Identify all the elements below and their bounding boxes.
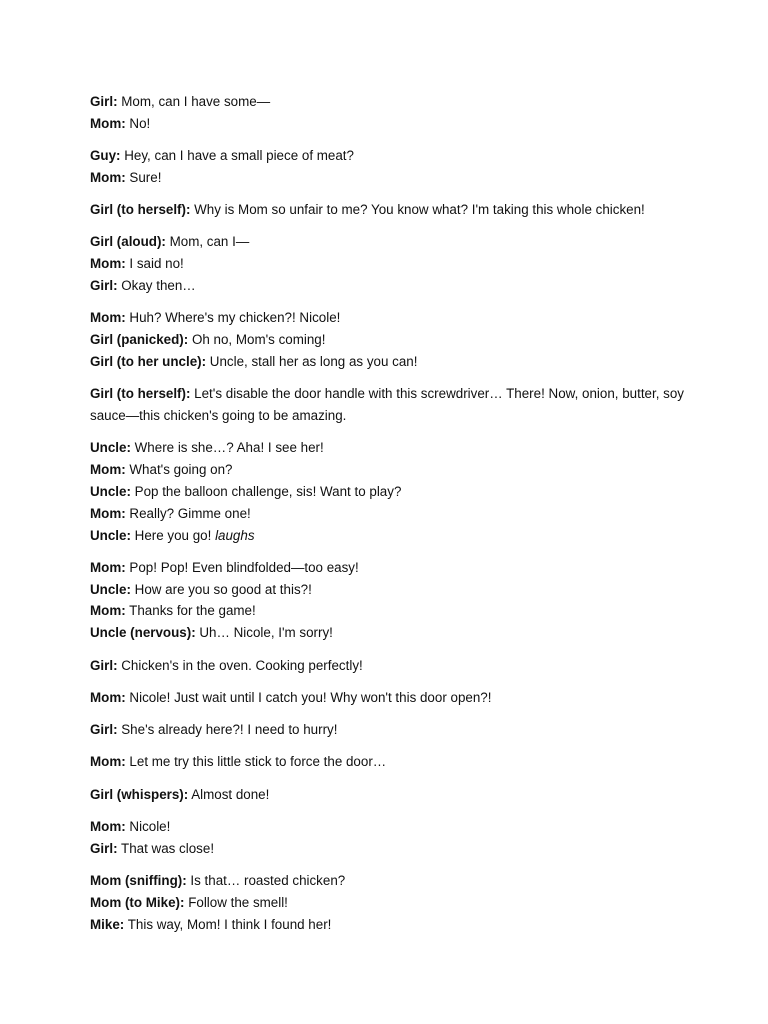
- dialogue-line: [90, 525, 690, 547]
- dialogue-paragraph: [90, 784, 690, 806]
- speaker-label: Girl (whispers):: [90, 786, 189, 802]
- dialogue-paragraph: [90, 199, 690, 221]
- dialogue-line: [90, 600, 690, 622]
- speaker-label: Mom:: [90, 256, 126, 272]
- dialogue-text: Let's disable the door handle with this screwdriver… There! Now, onion, butter, soy sauce—this chicken's going to be amazing.: [90, 386, 684, 424]
- dialogue-text: This way, Mom! I think I found her!: [124, 916, 332, 932]
- speaker-label: Uncle:: [90, 483, 131, 499]
- dialogue-line: [90, 503, 690, 525]
- dialogue-text: She's already here?! I need to hurry!: [117, 722, 338, 738]
- speaker-label: Girl (aloud):: [90, 234, 166, 250]
- dialogue-line: [90, 231, 690, 253]
- speaker-label: Mom:: [90, 505, 126, 521]
- dialogue-line: [90, 816, 690, 838]
- dialogue-paragraph: [90, 383, 690, 427]
- dialogue-text: Okay then…: [117, 278, 196, 294]
- dialogue-text: Mom, can I have some—: [117, 94, 271, 109]
- dialogue-text: Uh… Nicole, I'm sorry!: [195, 625, 333, 641]
- dialogue-line: [90, 91, 690, 113]
- speaker-label: Uncle (nervous):: [90, 625, 196, 641]
- dialogue-paragraph: [90, 231, 690, 296]
- speaker-label: Mom:: [90, 754, 126, 770]
- speaker-label: Mom:: [90, 689, 126, 705]
- dialogue-text: Let me try this little stick to force the door…: [125, 754, 387, 770]
- dialogue-text: I said no!: [125, 256, 184, 272]
- stage-direction: laughs: [215, 527, 255, 543]
- speaker-label: Girl (to her uncle):: [90, 353, 207, 369]
- dialogue-paragraph: [90, 557, 690, 644]
- dialogue-line: [90, 481, 690, 503]
- dialogue-paragraph: [90, 307, 690, 372]
- speaker-label: Mom:: [90, 310, 126, 326]
- speaker-label: Mom (sniffing):: [90, 873, 187, 889]
- speaker-label: Girl:: [90, 722, 118, 738]
- dialogue-paragraph: [90, 655, 690, 677]
- dialogue-line: [90, 383, 690, 427]
- dialogue-line: [90, 167, 690, 189]
- dialogue-line: [90, 655, 690, 677]
- script-document: [90, 91, 690, 946]
- dialogue-text: That was close!: [117, 840, 215, 856]
- speaker-label: Uncle:: [90, 440, 131, 456]
- dialogue-line: [90, 914, 690, 936]
- dialogue-text: Is that… roasted chicken?: [186, 873, 346, 889]
- dialogue-line: [90, 892, 690, 914]
- dialogue-line: [90, 113, 690, 135]
- dialogue-text: Oh no, Mom's coming!: [188, 332, 326, 348]
- dialogue-line: [90, 351, 690, 373]
- speaker-label: Mom:: [90, 115, 126, 131]
- speaker-label: Girl:: [90, 840, 118, 856]
- dialogue-line: [90, 307, 690, 329]
- dialogue-text: Follow the smell!: [184, 894, 288, 910]
- speaker-label: Mom:: [90, 169, 126, 185]
- speaker-label: Mom:: [90, 819, 126, 835]
- speaker-label: Girl (panicked):: [90, 332, 189, 348]
- dialogue-text: Almost done!: [188, 786, 270, 802]
- dialogue-text: How are you so good at this?!: [130, 581, 312, 597]
- speaker-label: Mom:: [90, 559, 126, 575]
- dialogue-text: Pop the balloon challenge, sis! Want to play?: [130, 483, 402, 499]
- dialogue-line: [90, 199, 690, 221]
- dialogue-line: [90, 275, 690, 297]
- speaker-label: Guy:: [90, 148, 121, 164]
- dialogue-line: [90, 557, 690, 579]
- dialogue-text: Nicole!: [125, 819, 171, 835]
- speaker-label: Mom:: [90, 603, 126, 619]
- speaker-label: Girl (to herself):: [90, 202, 191, 218]
- dialogue-paragraph: [90, 437, 690, 546]
- speaker-label: Girl (to herself):: [90, 386, 191, 402]
- dialogue-line: [90, 870, 690, 892]
- speaker-label: Mom:: [90, 462, 126, 478]
- dialogue-paragraph: [90, 719, 690, 741]
- dialogue-line: [90, 459, 690, 481]
- dialogue-text: Thanks for the game!: [125, 603, 256, 619]
- dialogue-line: [90, 719, 690, 741]
- speaker-label: Mom (to Mike):: [90, 894, 185, 910]
- dialogue-line: [90, 622, 690, 644]
- dialogue-line: [90, 437, 690, 459]
- dialogue-paragraph: [90, 870, 690, 935]
- dialogue-text: No!: [125, 115, 151, 131]
- speaker-label: Girl:: [90, 278, 118, 294]
- dialogue-line: [90, 253, 690, 275]
- speaker-label: Girl:: [90, 94, 118, 109]
- dialogue-text: Nicole! Just wait until I catch you! Why won't this door open?!: [125, 689, 492, 705]
- dialogue-text: Here you go!: [130, 527, 216, 543]
- dialogue-line: [90, 838, 690, 860]
- dialogue-paragraph: [90, 751, 690, 773]
- dialogue-text: Pop! Pop! Even blindfolded—too easy!: [125, 559, 359, 575]
- dialogue-paragraph: [90, 816, 690, 860]
- dialogue-text: Where is she…? Aha! I see her!: [130, 440, 324, 456]
- dialogue-line: [90, 687, 690, 709]
- dialogue-text: What's going on?: [125, 462, 233, 478]
- dialogue-line: [90, 751, 690, 773]
- speaker-label: Mike:: [90, 916, 125, 932]
- dialogue-text: Hey, can I have a small piece of meat?: [120, 148, 354, 164]
- dialogue-text: Mom, can I—: [165, 234, 250, 250]
- dialogue-line: [90, 579, 690, 601]
- speaker-label: Uncle:: [90, 581, 131, 597]
- speaker-label: Girl:: [90, 657, 118, 673]
- dialogue-text: Huh? Where's my chicken?! Nicole!: [125, 310, 341, 326]
- dialogue-text: Sure!: [125, 169, 162, 185]
- dialogue-line: [90, 784, 690, 806]
- dialogue-line: [90, 329, 690, 351]
- dialogue-text: Why is Mom so unfair to me? You know what? I'm taking this whole chicken!: [190, 202, 645, 218]
- dialogue-line: [90, 145, 690, 167]
- dialogue-paragraph: [90, 145, 690, 189]
- dialogue-text: Chicken's in the oven. Cooking perfectly!: [117, 657, 363, 673]
- dialogue-paragraph: [90, 91, 690, 135]
- dialogue-text: Uncle, stall her as long as you can!: [206, 353, 418, 369]
- speaker-label: Uncle:: [90, 527, 131, 543]
- dialogue-text: Really? Gimme one!: [125, 505, 251, 521]
- dialogue-paragraph: [90, 687, 690, 709]
